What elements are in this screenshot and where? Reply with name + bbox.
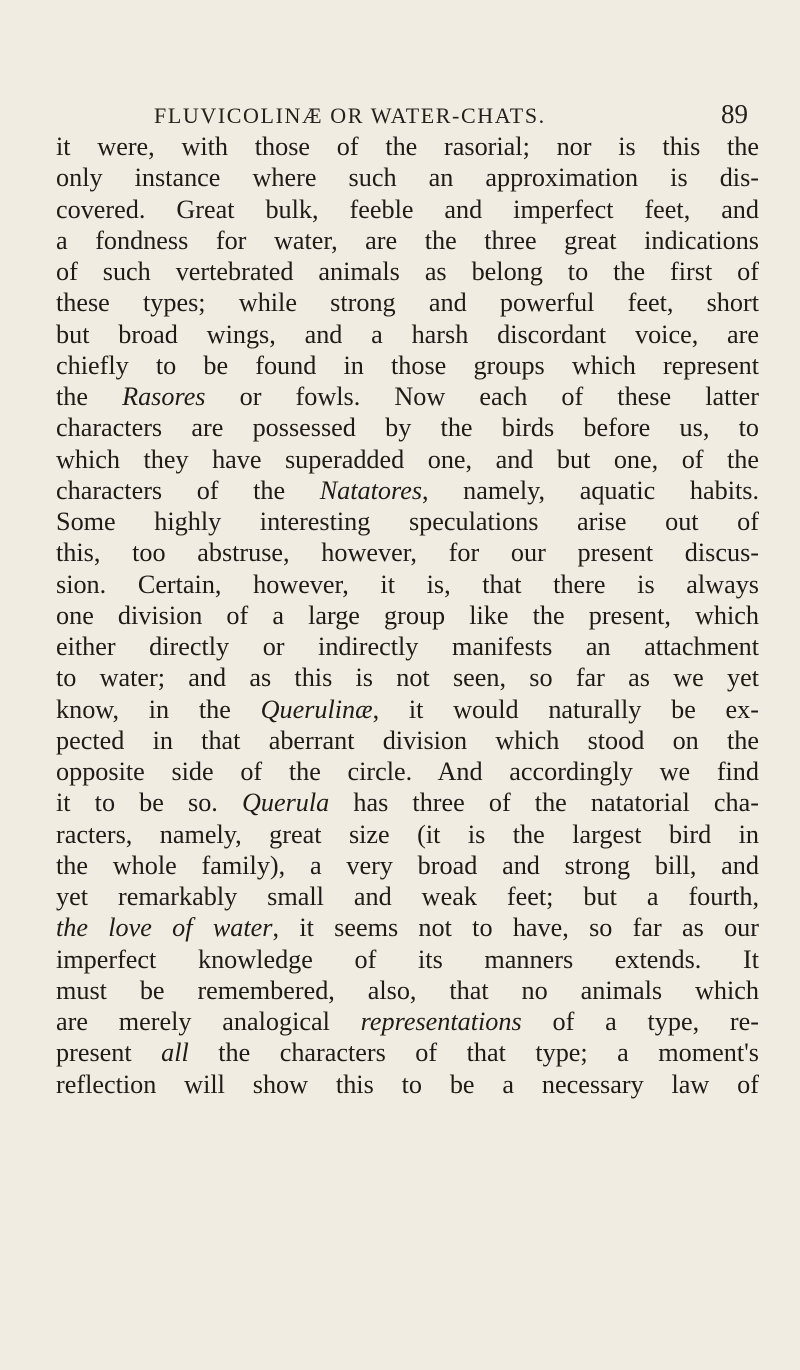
text-run: it were, with those of the rasorial; nor is this the	[56, 132, 759, 161]
text-line	[56, 569, 759, 600]
text-run: either directly or indirectly manifests an attachment	[56, 632, 759, 661]
text-run: the characters of that type; a moment's	[188, 1038, 760, 1068]
text-run: covered. Great bulk, feeble and imperfect feet, and	[56, 194, 759, 224]
text-run: it to be so.	[56, 788, 242, 818]
text-run: , it seems not to have, so far as our	[272, 913, 759, 943]
text-run: yet remarkably small and weak feet; but a fourth,	[56, 882, 759, 911]
text-run: characters are possessed by the birds before us, to	[56, 413, 759, 443]
text-line	[56, 756, 759, 787]
italic-run: Querula	[241, 788, 330, 818]
text-line	[56, 475, 759, 506]
text-run: has three of the natatorial cha-	[329, 788, 759, 818]
text-run: the whole family), a very broad and strong bill, and	[56, 850, 759, 880]
text-run: reflection will show this to be a necessary law of	[56, 1069, 759, 1099]
text-run: but broad wings, and a harsh discordant voice, are	[56, 319, 759, 349]
text-line	[56, 1069, 759, 1100]
text-run: racters, namely, great size (it is the largest bird in	[56, 819, 759, 849]
body-text	[56, 131, 759, 1100]
text-run: imperfect knowledge of its manners extends. It	[56, 944, 759, 974]
text-line	[56, 912, 759, 943]
text-line	[56, 162, 759, 193]
text-line	[56, 412, 759, 443]
text-run: which they have superadded one, and but one, of the	[56, 444, 759, 474]
text-line	[56, 319, 759, 350]
text-line	[56, 225, 759, 256]
text-run: of a type, re-	[521, 1007, 759, 1036]
text-line	[56, 1037, 759, 1068]
text-line	[56, 381, 759, 412]
text-line	[56, 631, 759, 662]
text-run: Some highly interesting speculations arise out of	[56, 507, 759, 536]
text-run: , namely, aquatic habits.	[422, 475, 759, 505]
text-run: chiefly to be found in those groups which represent	[56, 350, 759, 380]
text-line	[56, 819, 759, 850]
page-number: 89	[721, 99, 748, 129]
text-run: only instance where such an approximation is dis-	[56, 163, 759, 193]
text-line	[56, 662, 759, 693]
text-line	[56, 787, 759, 818]
text-line	[56, 256, 759, 287]
italic-run: Querulinæ	[260, 694, 373, 724]
text-line	[56, 725, 759, 756]
text-line	[56, 881, 759, 912]
text-run: one division of a large group like the present, which	[56, 600, 759, 630]
text-line	[56, 944, 759, 975]
text-line	[56, 537, 759, 568]
text-run: opposite side of the circle. And accordingly we find	[56, 757, 759, 786]
text-line	[56, 694, 759, 725]
text-run: , it would naturally be ex-	[372, 694, 759, 724]
text-run: must be remembered, also, that no animals which	[56, 975, 759, 1005]
italic-run: the love of water	[56, 913, 273, 943]
text-line	[56, 600, 759, 631]
italic-run: Natatores	[319, 475, 423, 505]
text-line	[56, 850, 759, 881]
text-run: of such vertebrated animals as belong to the first of	[56, 257, 759, 286]
text-line	[56, 975, 759, 1006]
text-run: present	[56, 1038, 162, 1068]
italic-run: representations	[360, 1007, 522, 1036]
running-head: FLUVICOLINÆ OR WATER-CHATS.	[154, 103, 546, 128]
text-run: or fowls. Now each of these latter	[205, 382, 759, 411]
italic-run: Rasores	[122, 382, 206, 411]
italic-run: all	[161, 1038, 189, 1068]
text-line	[56, 444, 759, 475]
text-line	[56, 194, 759, 225]
text-line	[56, 287, 759, 318]
text-run: to water; and as this is not seen, so far as we yet	[56, 663, 759, 693]
text-line	[56, 506, 759, 537]
text-run: the	[56, 382, 123, 411]
text-run: sion. Certain, however, it is, that there is always	[56, 569, 759, 599]
text-run: know, in the	[56, 694, 261, 724]
text-run: characters of the	[56, 475, 320, 505]
text-line	[56, 350, 759, 381]
text-line	[56, 131, 759, 162]
text-run: these types; while strong and powerful feet, short	[56, 288, 759, 318]
text-run: this, too abstruse, however, for our present discus-	[56, 538, 759, 568]
text-run: pected in that aberrant division which stood on the	[56, 725, 759, 755]
text-run: a fondness for water, are the three great indications	[56, 225, 759, 255]
text-line	[56, 1006, 759, 1037]
text-run: are merely analogical	[56, 1007, 361, 1036]
